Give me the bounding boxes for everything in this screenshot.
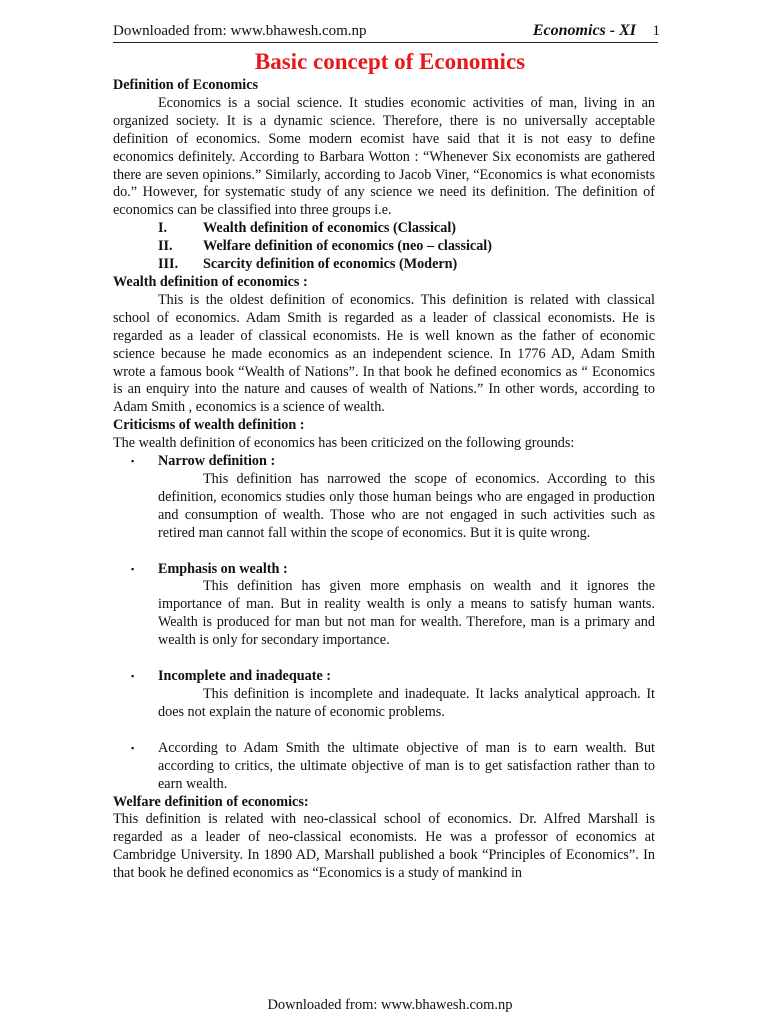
bullet-mark: ▪ (131, 742, 135, 753)
group-numeral-2: II. (158, 238, 173, 255)
bullet-body-3: This definition is incomplete and inadequate. It lacks analytical approach. It does not explain the nature of economic problems. (158, 686, 655, 720)
bullet-body-4: According to Adam Smith the ultimate objective of man is to earn wealth. But according to critics, the ultimate objective of man is to get satisfaction rather than to earn wealth. (158, 739, 655, 792)
bullet-title-3: Incomplete and inadequate : (158, 668, 332, 685)
page-number: 1 (652, 23, 660, 39)
wealth-heading: Wealth definition of economics : (113, 273, 308, 290)
wealth-paragraph: This is the oldest definition of economics. This definition is related with classical school of economics. Adam Smith is regarded as a leader of classical economists. He is regarded as a leader of classical economists. He is well known as the father of economic science because he made economics as an independent science. In 1776 AD, Adam Smith wrote a famous book “Wealth of Nations”. In that book he defined economics as “ Economics is an enquiry into the nature and causes of wealth of Nations.” In other words, according to Adam Smith , economics is a science of wealth. (113, 291, 655, 416)
definition-paragraph: Economics is a social science. It studies economic activities of man, living in an organized society. It is a dynamic science. Therefore, there is no universally acceptable definition of economics. Some modern ecomist have said that it is not easy to define economics definitely. According to Barbara Wotton : “Whenever Six economists are gathered there are seven opinions.” Similarly, according to Jacob Viner, “Economics is what economists do.” However, for systematic study of any science we need its definition. The definition of economics can be classified into three groups i.e. (113, 94, 655, 219)
criticism-heading: Criticisms of wealth definition : (113, 417, 305, 434)
welfare-heading: Welfare definition of economics: (113, 793, 309, 810)
page-footer: Downloaded from: www.bhawesh.com.np (267, 997, 513, 1013)
bullet-body-1: This definition has narrowed the scope of economics. According to this definition, economics studies only those human beings who are engaged in production and consumption of wealth. Those who are not engaged in such activities such as retired man cannot fall within the scope of economics. But it is quite wrong. (158, 470, 655, 541)
welfare-paragraph: This definition is related with neo-classical school of economics. Dr. Alfred Marshall is regarded as a leader of neo-classical economists. He was a professor of economics at Cambridge University. In 1890 AD, Marshall published a book “Principles of Economics”. In that book he defined economics as “Economics is a study of mankind in (113, 811, 655, 882)
document-body (113, 77, 655, 883)
bullet-title-1: Narrow definition : (158, 453, 276, 470)
group-item-1 (113, 220, 655, 238)
group-text-3: Scarcity definition of economics (Modern) (203, 256, 458, 273)
header-source: Downloaded from: www.bhawesh.com.np (113, 23, 367, 39)
group-numeral-3: III. (158, 256, 179, 273)
definition-heading: Definition of Economics (113, 77, 259, 93)
group-item-3 (113, 256, 655, 274)
bullet-body-2: This definition has given more emphasis on wealth and it ignores the importance of man. But in reality wealth is only a means to satisfy human wants. Wealth is produced for man but not man for wealth. Therefore, man is a primary and wealth is only for secondary importance. (158, 578, 655, 649)
bullet-mark: ▪ (131, 671, 135, 682)
group-numeral-1: I. (158, 220, 168, 237)
bullet-mark: ▪ (131, 456, 135, 467)
bullet-item-2 (113, 561, 655, 651)
bullet-item-3 (113, 668, 655, 722)
header-subject: Economics - XI (532, 22, 636, 39)
page-header (113, 22, 658, 43)
page-title: Basic concept of Economics (254, 49, 526, 74)
criticism-intro: The wealth definition of economics has been criticized on the following grounds: (113, 435, 575, 452)
bullet-item-4 (113, 740, 655, 794)
group-item-2 (113, 238, 655, 256)
group-text-2: Welfare definition of economics (neo – classical) (203, 238, 492, 255)
bullet-title-2: Emphasis on wealth : (158, 560, 288, 577)
bullet-mark: ▪ (131, 563, 135, 574)
bullet-item-1 (113, 453, 655, 543)
group-text-1: Wealth definition of economics (Classical) (203, 220, 456, 237)
